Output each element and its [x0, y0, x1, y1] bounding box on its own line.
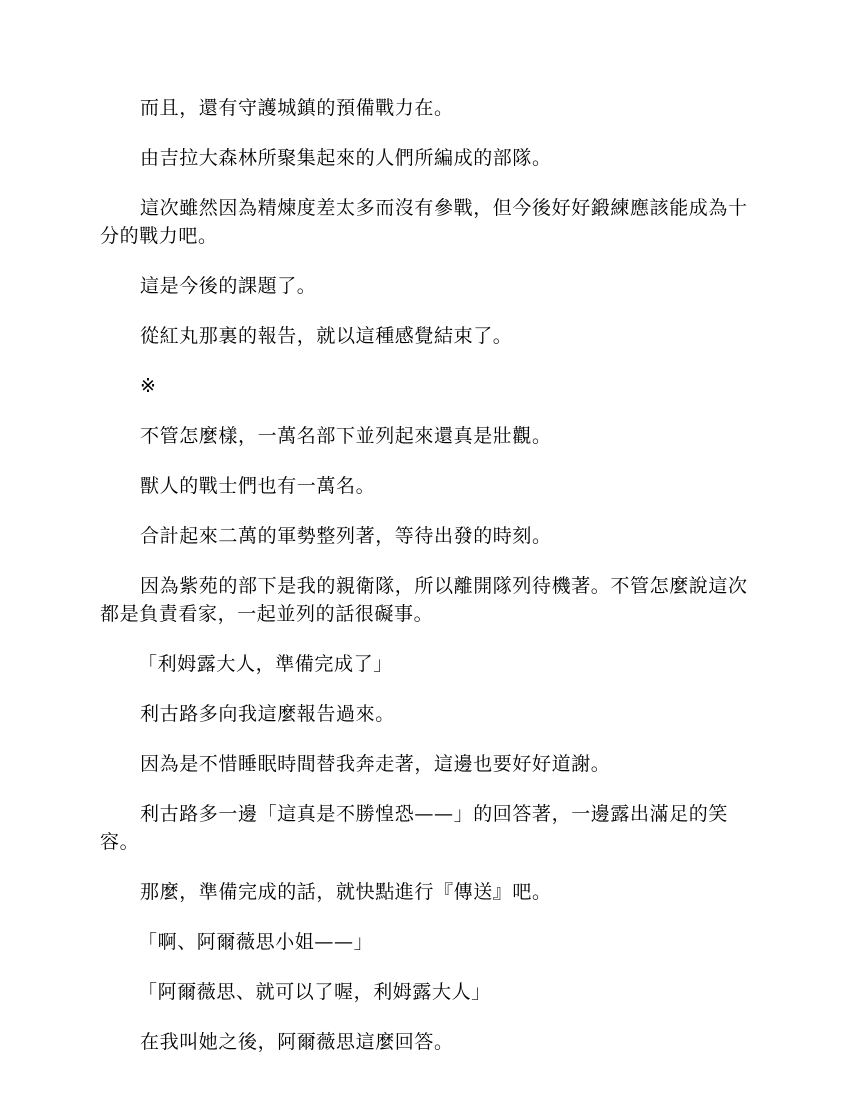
paragraph: 這是今後的課題了。: [140, 275, 317, 297]
paragraph: 由吉拉大森林所聚集起來的人們所編成的部隊。: [140, 147, 552, 169]
dialogue-line: 「阿爾薇思、就可以了喔，利姆露大人」: [138, 981, 491, 1003]
paragraph: 合計起來二萬的軍勢整列著，等待出發的時刻。: [140, 525, 552, 547]
paragraph: 因為是不惜睡眠時間替我奔走著，這邊也要好好道謝。: [140, 753, 611, 775]
scene-break-marker: ※: [140, 375, 157, 397]
paragraph: 那麼，準備完成的話，就快點進行『傳送』吧。: [140, 881, 552, 903]
dialogue-line: 「啊、阿爾薇思小姐——」: [138, 931, 374, 953]
paragraph: 在我叫她之後，阿爾薇思這麼回答。: [140, 1031, 454, 1053]
paragraph: 從紅丸那裏的報告，就以這種感覺結束了。: [140, 325, 513, 347]
paragraph: 獸人的戰士們也有一萬名。: [140, 475, 376, 497]
paragraph: 利古路多一邊「這真是不勝惶恐——」的回答著，一邊露出滿足的笑容。: [100, 803, 729, 853]
paragraph: 利古路多向我這麼報告過來。: [140, 703, 395, 725]
dialogue-line: 「利姆露大人，準備完成了」: [138, 653, 393, 675]
paragraph: 而且，還有守護城鎮的預備戰力在。: [140, 97, 454, 119]
document-page: [100, 94, 750, 1078]
paragraph: 不管怎麼樣，一萬名部下並列起來還真是壯觀。: [140, 425, 552, 447]
paragraph: 這次雖然因為精煉度差太多而沒有參戰，但今後好好鍛練應該能成為十分的戰力吧。: [100, 197, 748, 247]
paragraph: 因為紫苑的部下是我的親衛隊，所以離開隊列待機著。不管怎麼說這次都是負責看家，一起並列的話很礙事。: [100, 575, 748, 625]
